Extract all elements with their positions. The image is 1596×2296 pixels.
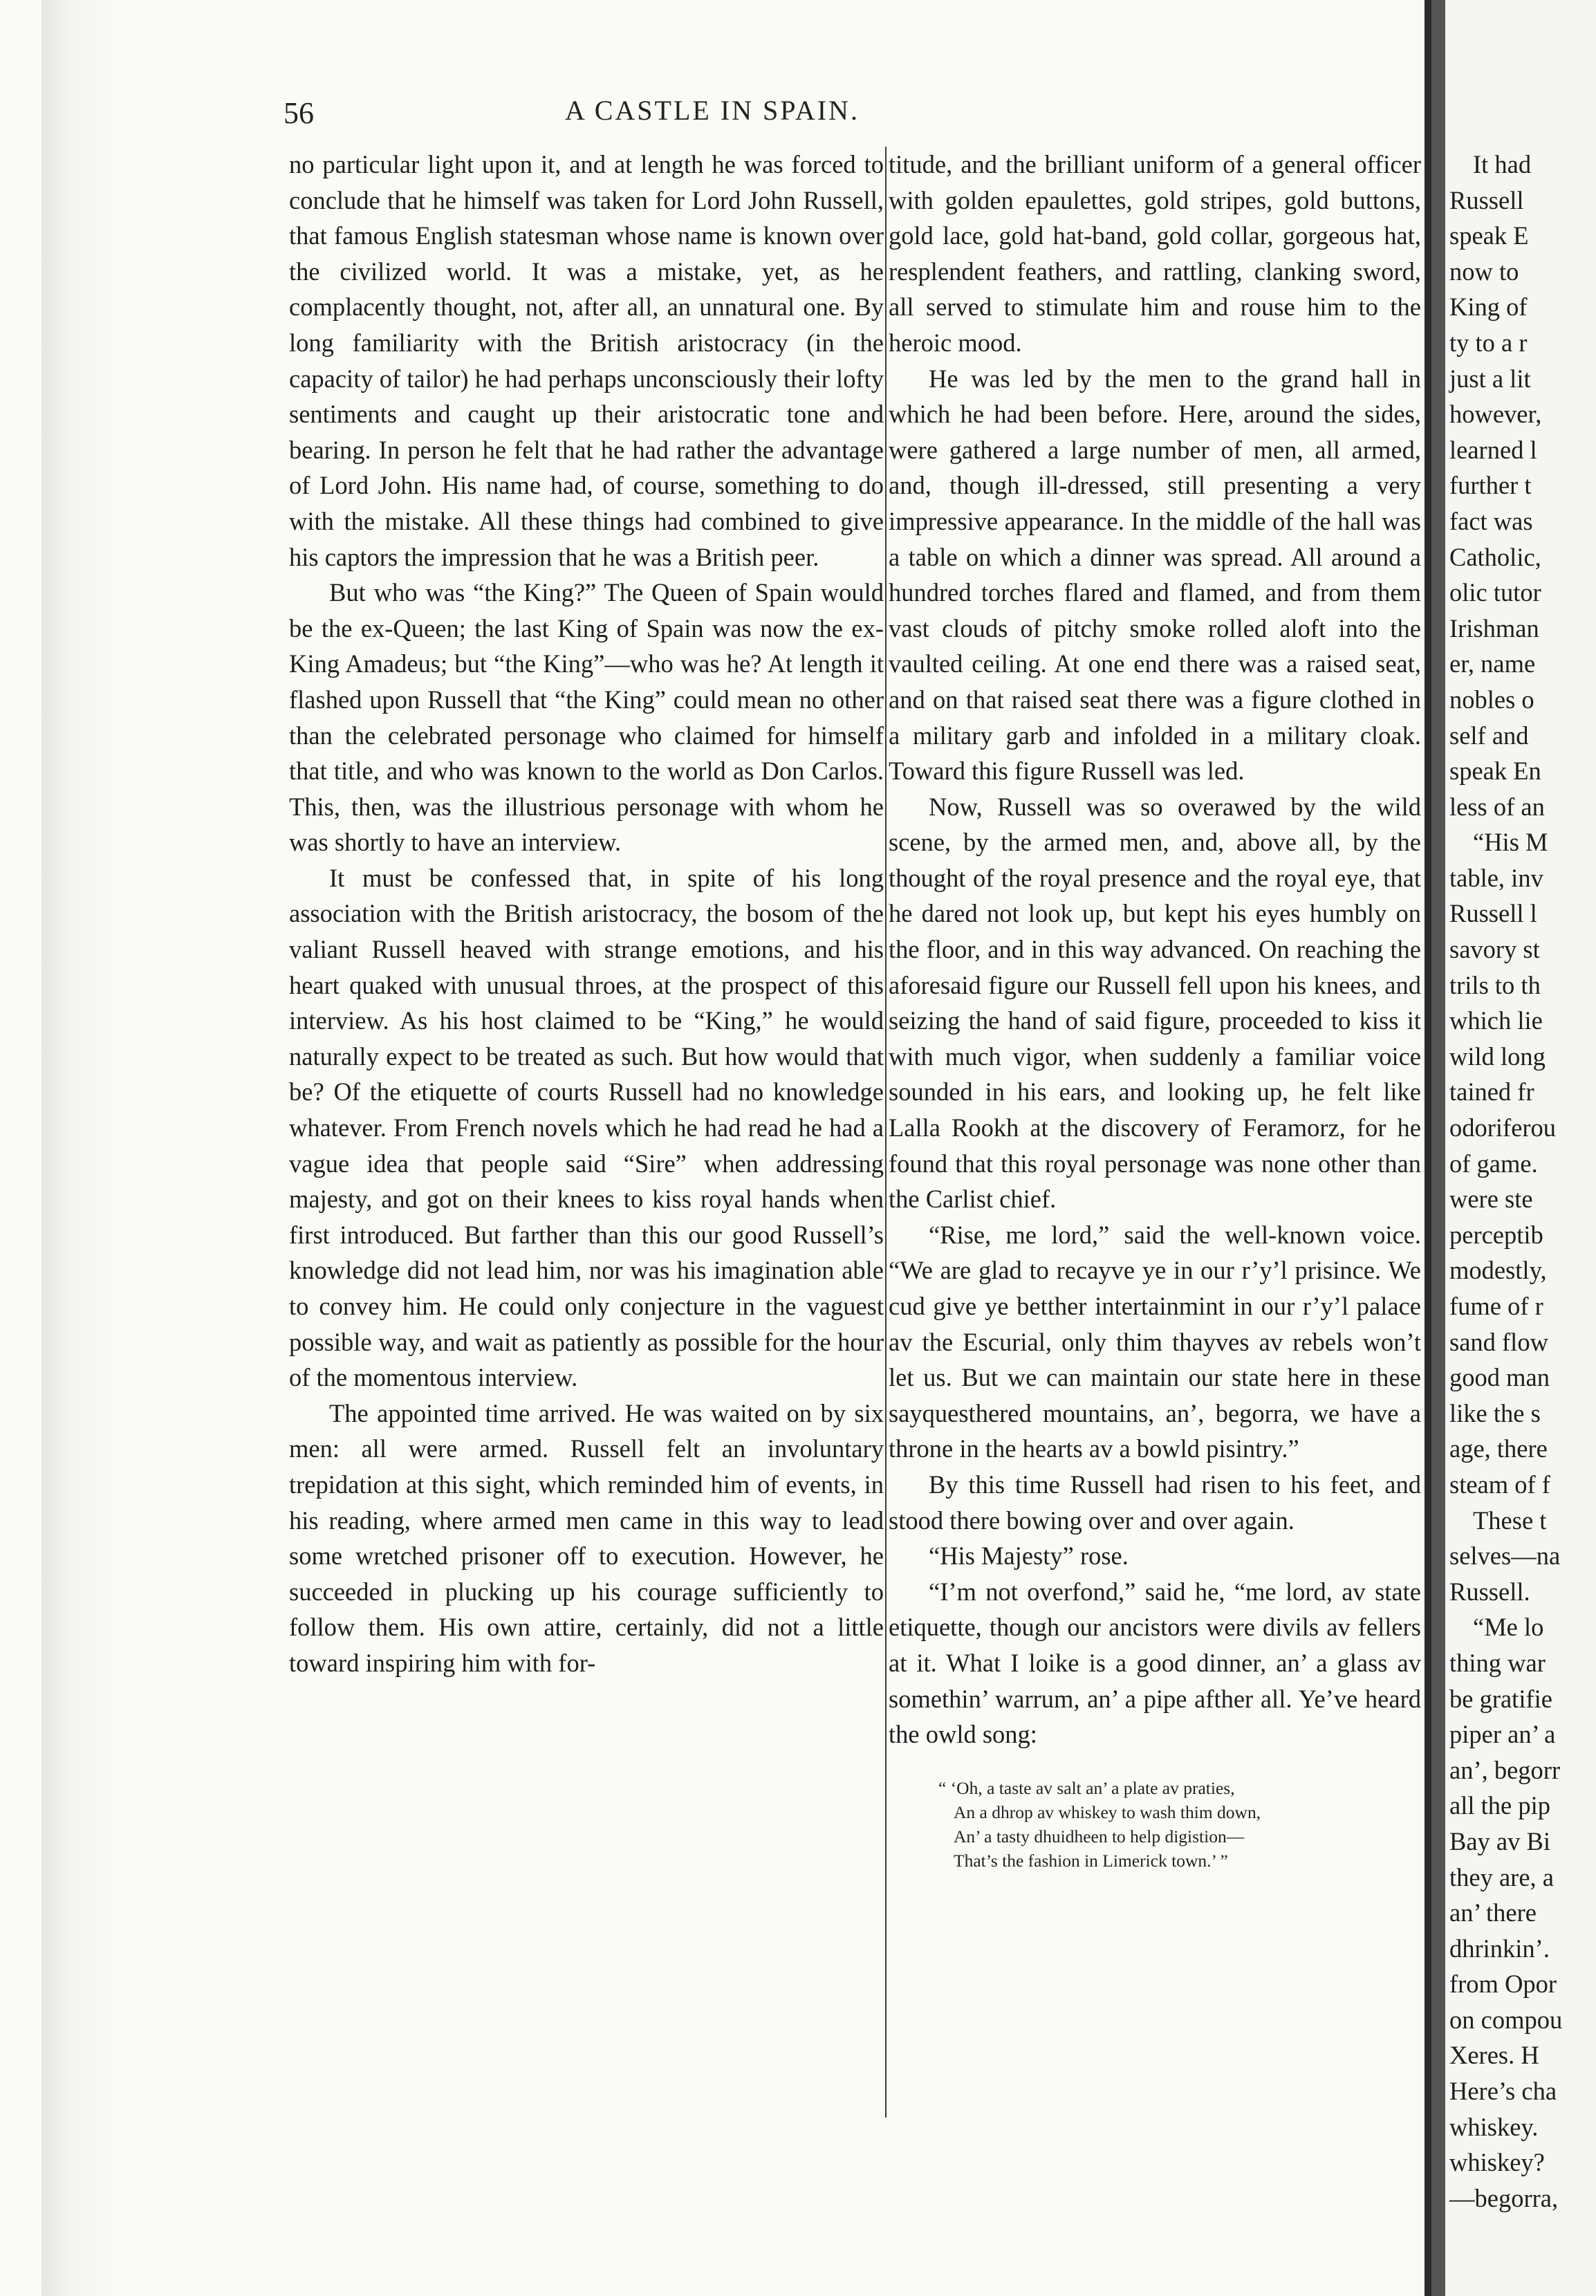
poem-line: An a dhrop av whiskey to wash thim down,: [954, 1802, 1261, 1822]
facing-page-line: however,: [1449, 400, 1542, 429]
paragraph: “I’m not overfond,” said he, “me lord, av state etiquette, though our ancistors were divils av fellers at it. What I loike is a good dinner, an’ a glass av somethin’ warrum, an’ a pipe afther all. Ye’ve heard the owld song:: [889, 1577, 1421, 1749]
paragraph: He was led by the men to the grand hall in which he had been before. Here, around the sides, were gathered a large number of men, all armed, and, though ill-dressed, still presenting a very impressive appearance. In the middle of the hall was a table on which a dinner was spread. All around a hundred torches flared and flamed, and from them vast clouds of pitchy smoke rolled aloft into the vaulted ceiling. At one end there was a raised seat, and on that raised seat there was a figure clothed in a military garb and infolded in a military cloak. Toward this figure Russell was led.: [889, 364, 1421, 786]
facing-page-line: dhrinkin’.: [1449, 1934, 1550, 1963]
facing-page-line: Xeres. H: [1449, 2041, 1539, 2070]
facing-page-line: an’ there: [1449, 1898, 1537, 1927]
column-rule: [885, 147, 887, 2118]
page-edge-shading: [41, 0, 118, 2296]
facing-page-line: Russell: [1449, 185, 1524, 214]
facing-page-line: —begorra,: [1449, 2183, 1559, 2212]
facing-page-line: steam of f: [1449, 1470, 1550, 1499]
facing-page-line: table, inv: [1449, 863, 1543, 892]
facing-page-line: of game.: [1449, 1149, 1538, 1178]
facing-page-line: good man: [1449, 1363, 1550, 1392]
facing-page-line: learned l: [1449, 435, 1537, 464]
facing-page-line: an’, begorr: [1449, 1755, 1561, 1784]
facing-page-line: These t: [1473, 1506, 1547, 1535]
facing-page-line: Catholic,: [1449, 542, 1541, 571]
facing-page-line: just a lit: [1449, 364, 1531, 393]
facing-page-line: further t: [1449, 471, 1532, 500]
paragraph: titude, and the brilliant uniform of a general officer with golden epaulettes, gold stripes, gold buttons, gold lace, gold hat-band, gold collar, gorgeous hat, resplendent feathers, and rattling, clanking sword, all served to stimulate him and rouse him to the heroic mood.: [889, 150, 1421, 357]
facing-page-line: modestly,: [1449, 1256, 1547, 1285]
poem-line: An’ a tasty dhuidheen to help digistion—: [954, 1826, 1245, 1846]
facing-page-line: they are, a: [1449, 1862, 1554, 1891]
facing-page-line: self and: [1449, 721, 1529, 750]
book-gutter: [1431, 0, 1445, 2296]
facing-page-line: “Me lo: [1473, 1613, 1544, 1642]
facing-page-line: er, name: [1449, 649, 1536, 678]
poem-line: “ ‘Oh, a taste av salt an’ a plate av praties,: [938, 1777, 1235, 1798]
poem-line: That’s the fashion in Limerick town.’ ”: [954, 1850, 1228, 1871]
facing-page-line: nobles o: [1449, 685, 1534, 714]
page-number: 56: [284, 96, 314, 130]
facing-page-line: trils to th: [1449, 970, 1541, 999]
paragraph: By this time Russell had risen to his feet, and stood there bowing over and over again.: [889, 1470, 1421, 1535]
left-column: [289, 147, 884, 1681]
facing-page-line: whiskey?: [1449, 2148, 1545, 2177]
facing-page-line: King of: [1449, 293, 1528, 322]
running-head: A CASTLE IN SPAIN.: [565, 95, 860, 126]
facing-page-line: Here’s cha: [1449, 2077, 1557, 2106]
facing-page-line: savory st: [1449, 935, 1540, 964]
facing-page-line: speak En: [1449, 757, 1541, 786]
facing-page-line: tained fr: [1449, 1077, 1534, 1107]
facing-page-line: odoriferou: [1449, 1113, 1557, 1142]
paragraph: Now, Russell was so overawed by the wild scene, by the armed men, and, above all, by the thought of the royal presence and the royal eye, that he dared not look up, but kept his eyes humbly on the floor, and in this way advanced. On reaching the aforesaid figure our Russell fell upon his knees, and seizing the hand of said figure, proceeded to kiss it with much vigor, when suddenly a familiar voice sounded in his ears, and looking up, he felt like Lalla Rookh at the discovery of Feramorz, for he found that this royal personage was none other than the Carlist chief.: [889, 792, 1421, 1214]
facing-page-line: Bay av Bi: [1449, 1826, 1550, 1855]
paragraph: The appointed time arrived. He was waited on by six men: all were armed. Russell felt an involuntary trepidation at this sight, which reminded him of events, in his reading, where armed men came in this way to lead some wretched prisoner off to execution. However, he succeeded in plucking up his courage sufficiently to follow them. His own attire, certainly, did not a little toward inspiring him with for-: [289, 1398, 884, 1677]
facing-page-line: whiskey.: [1449, 2112, 1539, 2141]
facing-page-line: from Opor: [1449, 1970, 1557, 1999]
facing-page-line: now to: [1449, 257, 1519, 286]
facing-page-line: perceptib: [1449, 1220, 1543, 1249]
facing-page-line: selves—na: [1449, 1542, 1561, 1571]
facing-page-line: Irishman: [1449, 613, 1539, 642]
facing-page-line: thing war: [1449, 1648, 1546, 1677]
facing-page-line: which lie: [1449, 1006, 1543, 1035]
poem-quote: [938, 1776, 1421, 1873]
facing-page-line: speak E: [1449, 221, 1529, 250]
paragraph: It must be confessed that, in spite of his long association with the British aristocracy, the bosom of the valiant Russell heaved with strange emotions, and his heart quaked with unusual throes, at the prospect of this interview. As his host claimed to be “King,” he would naturally expect to be treated as such. But how would that be? Of the etiquette of courts Russell had no knowledge whatever. From French novels which he had read he had a vague idea that people said “Sire” when addressing majesty, and got on their knees to kiss royal hands when first introduced. But farther than this our good Russell’s knowledge did not lead him, nor was his imagination able to convey him. He could only conjecture in the vaguest possible way, and wait as patiently as possible for the hour of the momentous interview.: [289, 863, 884, 1392]
facing-page-line: It had: [1473, 150, 1532, 178]
paragraph: But who was “the King?” The Queen of Spain would be the ex-Queen; the last King of Spain was now the ex-King Amadeus; but “the King”—who was he? At length it flashed upon Russell that “the King” could mean no other than the celebrated personage who claimed for himself that title, and who was known to the world as Don Carlos. This, then, was the illustrious personage with whom he was shortly to have an interview.: [289, 578, 884, 857]
facing-page-line: piper an’ a: [1449, 1720, 1556, 1749]
facing-page-line: on compou: [1449, 2005, 1563, 2034]
facing-page-line: all the pip: [1449, 1791, 1550, 1820]
facing-page-line: Russell l: [1449, 899, 1537, 928]
facing-page-line: were ste: [1449, 1185, 1533, 1214]
facing-page-line: less of an: [1449, 792, 1545, 821]
right-column: [889, 147, 1421, 1873]
facing-page-line: Russell.: [1449, 1577, 1530, 1606]
facing-page-line: be gratifie: [1449, 1684, 1552, 1713]
facing-page-line: wild long: [1449, 1041, 1546, 1071]
paragraph: “His Majesty” rose.: [929, 1542, 1129, 1571]
facing-page-line: “His M: [1473, 828, 1548, 857]
facing-page-line: age, there: [1449, 1434, 1548, 1463]
facing-page-line: fume of r: [1449, 1292, 1543, 1320]
facing-page-line: ty to a r: [1449, 328, 1528, 357]
facing-page-text: [1449, 147, 1596, 2216]
facing-page-line: like the s: [1449, 1398, 1541, 1427]
paragraph: “Rise, me lord,” said the well-known voice. “We are glad to recayve ye in our r’y’l prisince. We cud give ye betther intertainmint in our r’y’l palace av the Escurial, only thim thayves av rebels won’t let us. But we can maintain our state here in these sayquesthered mountains, an’, begorra, we have a throne in the hearts av a bowld pisintry.”: [889, 1220, 1421, 1463]
facing-page-line: sand flow: [1449, 1327, 1548, 1356]
facing-page-line: fact was: [1449, 506, 1533, 535]
paragraph: no particular light upon it, and at length he was forced to conclude that he himself was taken for Lord John Russell, that famous English statesman whose name is known over the civilized world. It was a mistake, yet, as he complacently thought, not, after all, an unnatural one. By long familiarity with the British aristocracy (in the capacity of tailor) he had perhaps unconsciously their lofty sentiments and caught up their aristocratic tone and bearing. In person he felt that he had rather the advantage of Lord John. His name had, of course, something to do with the mistake. All these things had combined to give his captors the impression that he was a British peer.: [289, 150, 884, 571]
facing-page-line: olic tutor: [1449, 578, 1541, 607]
